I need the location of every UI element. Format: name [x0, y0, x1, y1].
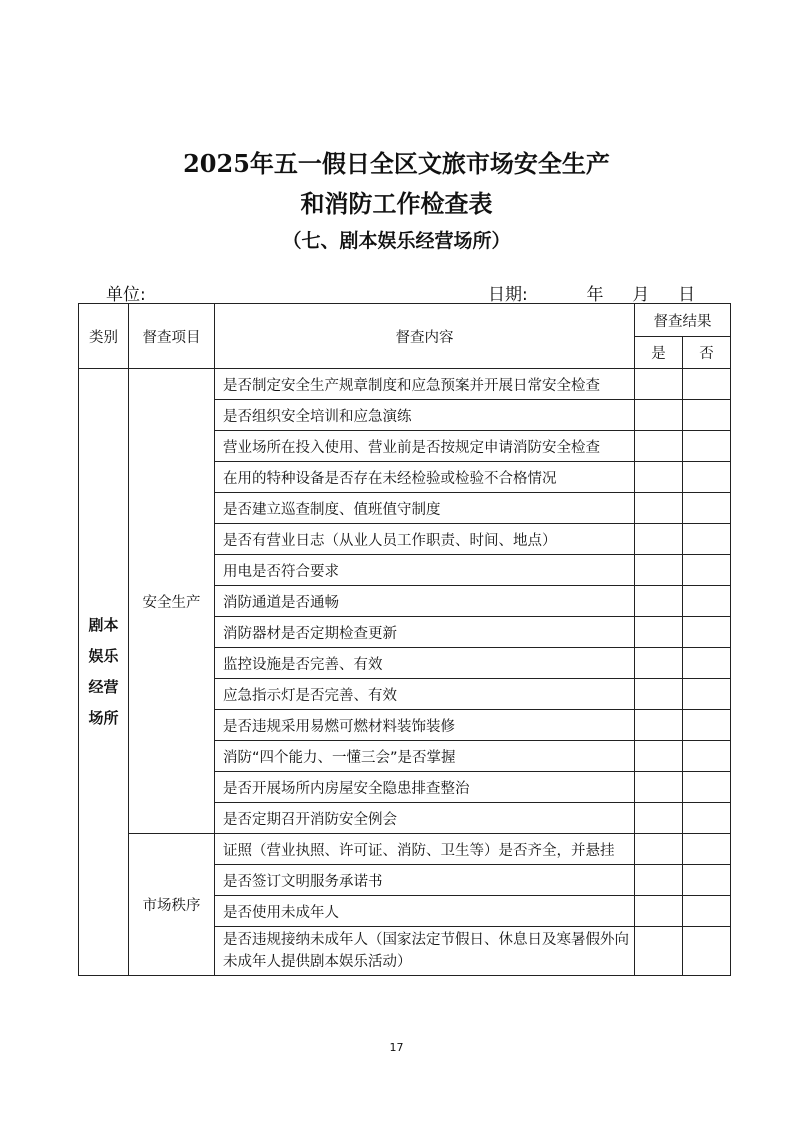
check-cell-no[interactable]: [683, 896, 731, 927]
header-category: 类别: [79, 304, 129, 369]
check-cell-yes[interactable]: [635, 586, 683, 617]
check-cell-yes[interactable]: [635, 896, 683, 927]
title-subtitle: （七、剧本娱乐经营场所）: [282, 230, 511, 252]
content-cell: 是否制定安全生产规章制度和应急预案并开展日常安全检查: [215, 369, 635, 400]
check-cell-yes[interactable]: [635, 431, 683, 462]
content-cell: 应急指示灯是否完善、有效: [215, 679, 635, 710]
check-cell-no[interactable]: [683, 400, 731, 431]
check-cell-no[interactable]: [683, 586, 731, 617]
check-cell-no[interactable]: [683, 524, 731, 555]
header-project: 督查项目: [129, 304, 215, 369]
inspection-table: [78, 303, 731, 976]
check-cell-yes[interactable]: [635, 741, 683, 772]
check-cell-yes[interactable]: [635, 927, 683, 976]
date-label: 日期:: [488, 285, 528, 305]
content-cell: 监控设施是否完善、有效: [215, 648, 635, 679]
page-number: 17: [389, 1041, 404, 1054]
title-line-1: 2025年五一假日全区文旅市场安全生产: [183, 149, 610, 178]
check-cell-no[interactable]: [683, 865, 731, 896]
day-label: 日: [678, 285, 696, 305]
check-cell-yes[interactable]: [635, 369, 683, 400]
check-cell-no[interactable]: [683, 462, 731, 493]
check-cell-yes[interactable]: [635, 648, 683, 679]
check-cell-yes[interactable]: [635, 679, 683, 710]
content-cell: 消防通道是否通畅: [215, 586, 635, 617]
year-label: 年: [586, 285, 604, 305]
project-cell: 安全生产: [129, 369, 215, 834]
check-cell-no[interactable]: [683, 834, 731, 865]
content-cell: 是否有营业日志（从业人员工作职责、时间、地点）: [215, 524, 635, 555]
check-cell-no[interactable]: [683, 555, 731, 586]
table-row: [79, 369, 731, 400]
check-cell-yes[interactable]: [635, 803, 683, 834]
header-content: 督查内容: [215, 304, 635, 369]
check-cell-yes[interactable]: [635, 400, 683, 431]
content-cell: 用电是否符合要求: [215, 555, 635, 586]
check-cell-yes[interactable]: [635, 865, 683, 896]
content-cell: 是否定期召开消防安全例会: [215, 803, 635, 834]
month-label: 月: [632, 285, 650, 305]
content-cell: 是否组织安全培训和应急演练: [215, 400, 635, 431]
check-cell-no[interactable]: [683, 803, 731, 834]
check-cell-yes[interactable]: [635, 493, 683, 524]
content-cell: 是否开展场所内房屋安全隐患排查整治: [215, 772, 635, 803]
check-cell-no[interactable]: [683, 617, 731, 648]
check-cell-yes[interactable]: [635, 617, 683, 648]
project-cell: 市场秩序: [129, 834, 215, 976]
header-no: 否: [683, 337, 731, 369]
check-cell-no[interactable]: [683, 772, 731, 803]
check-cell-yes[interactable]: [635, 834, 683, 865]
content-cell: 是否违规接纳未成年人（国家法定节假日、休息日及寒暑假外向未成年人提供剧本娱乐活动）: [215, 927, 635, 976]
check-cell-no[interactable]: [683, 369, 731, 400]
content-cell: 消防器材是否定期检查更新: [215, 617, 635, 648]
content-cell: 是否建立巡查制度、值班值守制度: [215, 493, 635, 524]
check-cell-yes[interactable]: [635, 524, 683, 555]
check-cell-no[interactable]: [683, 927, 731, 976]
header-yes: 是: [635, 337, 683, 369]
title-line-2: 和消防工作检查表: [300, 189, 493, 218]
content-cell: 在用的特种设备是否存在未经检验或检验不合格情况: [215, 462, 635, 493]
check-cell-no[interactable]: [683, 648, 731, 679]
content-cell: 是否签订文明服务承诺书: [215, 865, 635, 896]
check-cell-yes[interactable]: [635, 710, 683, 741]
check-cell-no[interactable]: [683, 710, 731, 741]
content-cell: 证照（营业执照、许可证、消防、卫生等）是否齐全，并悬挂: [215, 834, 635, 865]
category-cell: 剧本娱乐经营场所: [79, 369, 129, 976]
unit-label: 单位:: [106, 285, 146, 305]
check-cell-no[interactable]: [683, 493, 731, 524]
check-cell-no[interactable]: [683, 741, 731, 772]
content-cell: 是否违规采用易燃可燃材料装饰装修: [215, 710, 635, 741]
check-cell-no[interactable]: [683, 431, 731, 462]
check-cell-yes[interactable]: [635, 555, 683, 586]
date-field: [488, 280, 695, 305]
content-cell: 消防“四个能力、一懂三会”是否掌握: [215, 741, 635, 772]
table-row: [79, 834, 731, 865]
header-result: 督查结果: [635, 304, 731, 337]
check-cell-no[interactable]: [683, 679, 731, 710]
check-cell-yes[interactable]: [635, 462, 683, 493]
content-cell: 是否使用未成年人: [215, 896, 635, 927]
content-cell: 营业场所在投入使用、营业前是否按规定申请消防安全检查: [215, 431, 635, 462]
check-cell-yes[interactable]: [635, 772, 683, 803]
